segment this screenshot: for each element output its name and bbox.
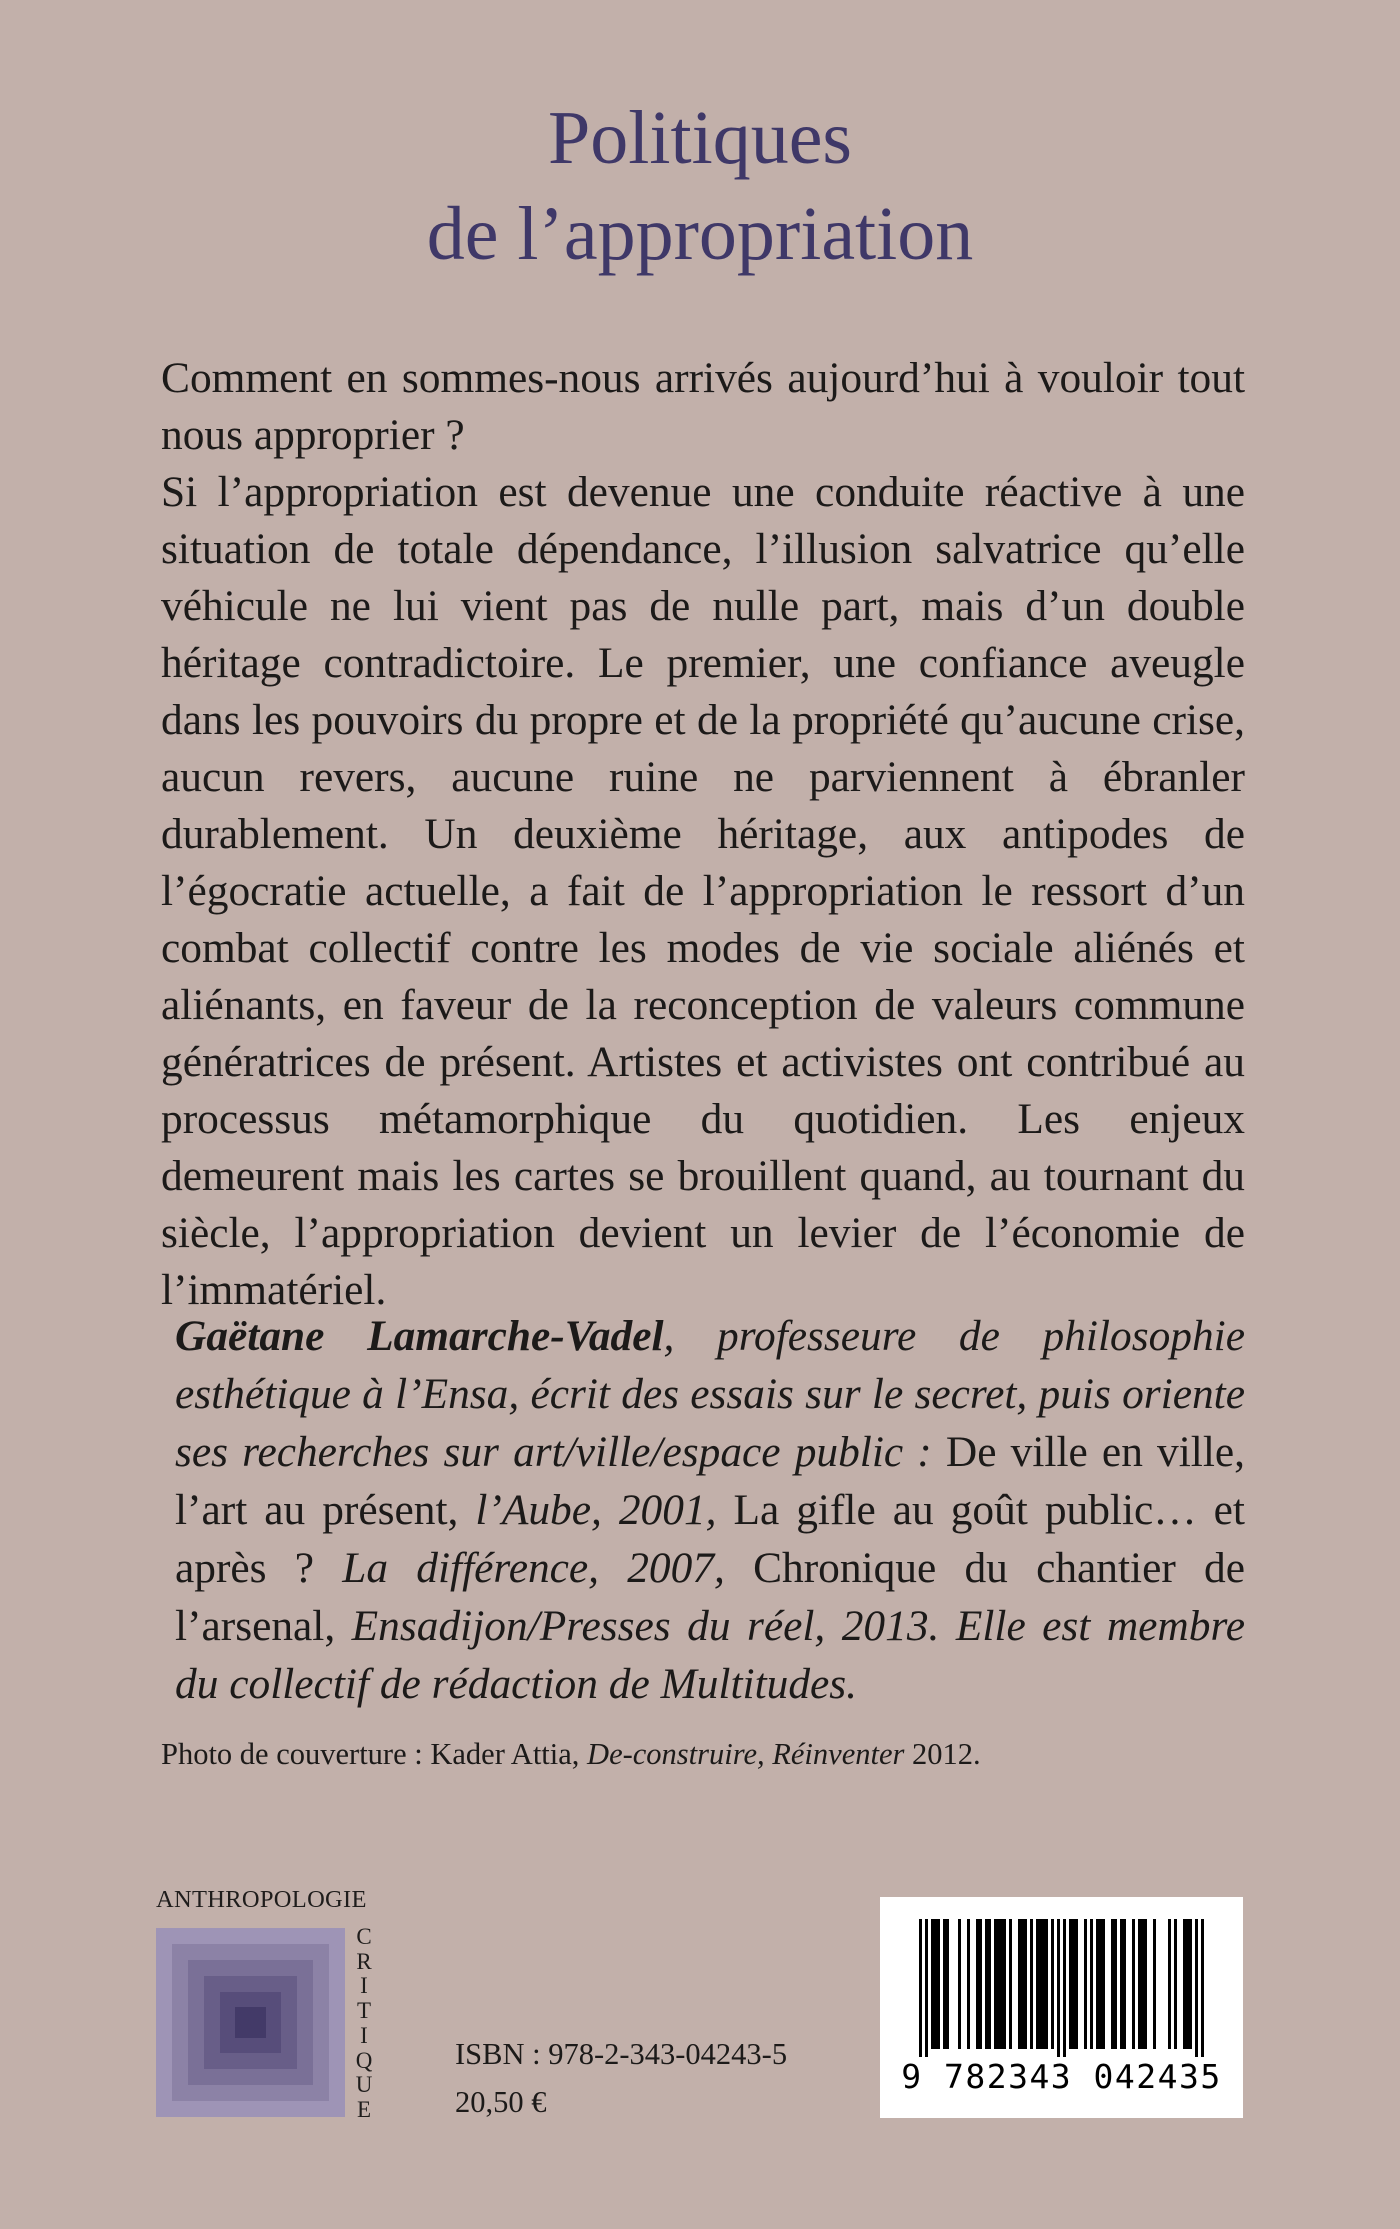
barcode-digits: 9 782343 042435	[901, 2057, 1222, 2096]
barcode-bar	[1024, 1919, 1027, 2049]
vertical-letter: T	[356, 1998, 372, 2024]
barcode-bar	[1189, 1919, 1192, 2049]
author-role: , professeure de philosophie esthétique à l’Ensa, écrit des essais sur le secret, puis oriente ses recherches sur art/ville/espace public :	[175, 1312, 1245, 1476]
book-title-line-2: de l’appropriation	[426, 192, 974, 276]
barcode-bar	[1132, 1919, 1135, 2049]
barcode-bar	[1039, 1919, 1042, 2049]
book2-publisher: La différence, 2007,	[314, 1544, 725, 1592]
barcode-bar	[1195, 1919, 1198, 2057]
barcode-bar	[976, 1919, 979, 2049]
barcode-bar	[1120, 1919, 1123, 2049]
logo-square-6	[235, 2007, 266, 2038]
book1-title: De ville en ville, l’art au présent,	[175, 1428, 1246, 1534]
book3-publisher: Ensadijon/Presses du réel, 2013.	[335, 1602, 940, 1650]
credit-label: Photo de couverture : Kader Attia,	[161, 1737, 588, 1771]
credit-year: 2012.	[904, 1737, 981, 1771]
barcode-bar	[1042, 1919, 1045, 2049]
barcode-bar	[997, 1919, 1000, 2049]
barcode-bar	[1099, 1919, 1102, 2049]
barcode-bar	[1021, 1919, 1024, 2049]
barcode-bar	[1201, 1919, 1204, 2057]
barcode-bar	[1096, 1919, 1099, 2049]
barcode-bar	[1114, 1919, 1117, 2049]
barcode-bar	[1141, 1919, 1144, 2049]
price: 20,50 €	[455, 2085, 547, 2119]
isbn: ISBN : 978-2-343-04243-5	[455, 2037, 788, 2071]
barcode-bar	[1057, 1919, 1060, 2057]
barcode-bar	[931, 1919, 934, 2049]
blurb-body: Si l’appropriation est devenue une conduite réactive à une situation de totale dépendance, l’illusion salvatrice qu’elle véhicule ne lui vient pas de nulle part, mais d’un double héritage contradictoire. Le premier, une confiance aveugle dans les pouvoirs du propre et de la propriété qu’aucune crise, aucun revers, aucune ruine ne parviennent à ébranler durablement. Un deuxième héritage, aux antipodes de l’égocratie actuelle, a fait de l’appropriation le ressort d’un combat collectif contre les modes de vie sociale aliénés et aliénants, en faveur de la reconception de valeurs commune génératrices de présent. Artistes et activistes ont contribué au processus métamorphique du quotidien. Les enjeux demeurent mais les cartes se brouillent quand, au tournant du siècle, l’appropriation devient un levier de l’économie de l’immatériel.	[161, 468, 1245, 1314]
barcode-bar	[994, 1919, 997, 2049]
barcode-bars	[880, 1897, 1243, 2057]
barcode-bar	[1168, 1919, 1171, 2049]
barcode-bar	[1186, 1919, 1189, 2049]
barcode-bar	[1153, 1919, 1156, 2049]
barcode	[880, 1897, 1243, 2118]
barcode-bar	[925, 1919, 928, 2057]
author-bio	[175, 1307, 1245, 1713]
barcode-bar	[1123, 1919, 1126, 2049]
barcode-bar	[988, 1919, 991, 2049]
vertical-letter: I	[360, 1973, 368, 1999]
barcode-bar	[1051, 1919, 1054, 2049]
barcode-bar	[1030, 1919, 1033, 2049]
vertical-letter: Q	[355, 2047, 373, 2073]
barcode-bar	[919, 1919, 922, 2057]
barcode-bar	[1183, 1919, 1186, 2049]
barcode-bar	[958, 1919, 961, 2049]
barcode-bar	[943, 1919, 946, 2049]
blurb-intro: Comment en sommes-nous arrivés aujourd’hui à vouloir tout nous approprier ?	[161, 354, 1245, 459]
barcode-bar	[937, 1919, 940, 2049]
barcode-bar	[1138, 1919, 1141, 2049]
book3-title: Chronique du chantier de l’arsenal,	[175, 1544, 1245, 1650]
barcode-bar	[1144, 1919, 1147, 2049]
barcode-bar	[1036, 1919, 1039, 2049]
barcode-bar	[1063, 1919, 1066, 2057]
book-title	[0, 90, 1400, 282]
vertical-letter: U	[355, 2072, 373, 2098]
vertical-letter: E	[356, 2096, 372, 2122]
barcode-bar	[1009, 1919, 1012, 2049]
author-closing: Elle est membre du collectif de rédaction de Multitudes.	[175, 1602, 1245, 1708]
back-cover-blurb	[161, 350, 1245, 1319]
book1-publisher: l’Aube, 2001,	[458, 1486, 717, 1534]
barcode-bar	[1102, 1919, 1105, 2049]
barcode-bar	[985, 1919, 988, 2049]
author-name: Gaëtane Lamarche-Vadel	[175, 1312, 664, 1360]
barcode-bar	[1000, 1919, 1003, 2049]
barcode-bar	[1072, 1919, 1075, 2049]
barcode-bar	[1003, 1919, 1006, 2049]
book-title-line-1: Politiques	[547, 96, 853, 180]
vertical-letter: R	[356, 1948, 372, 1974]
credit-work-title: De-construire, Réinventer	[587, 1737, 905, 1771]
book2-title: La gifle au goût public… et après ?	[175, 1486, 1245, 1592]
barcode-bar	[1018, 1919, 1021, 2049]
vertical-letter: C	[356, 1924, 372, 1949]
barcode-bar	[1084, 1919, 1087, 2049]
barcode-bar	[1090, 1919, 1093, 2049]
series-logo	[156, 1928, 345, 2117]
barcode-bar	[1111, 1919, 1114, 2049]
barcode-bar	[1174, 1919, 1177, 2049]
barcode-bar	[946, 1919, 949, 2049]
barcode-bar	[1045, 1919, 1048, 2049]
barcode-bar	[1075, 1919, 1078, 2049]
vertical-letter: I	[360, 2022, 368, 2048]
series-name: ANTHROPOLOGIE	[156, 1886, 367, 1913]
barcode-bar	[979, 1919, 982, 2049]
barcode-bar	[934, 1919, 937, 2049]
cover-photo-credit	[161, 1734, 981, 1774]
barcode-bar	[967, 1919, 970, 2049]
barcode-bar	[1069, 1919, 1072, 2049]
series-vertical-word	[350, 1925, 378, 2123]
